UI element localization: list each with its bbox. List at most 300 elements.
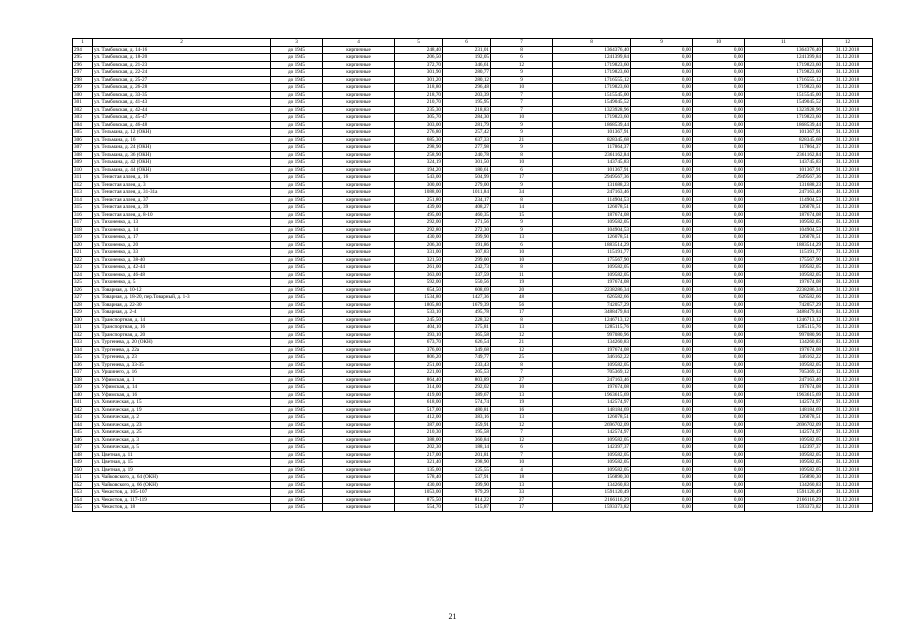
table-row: [73, 99, 873, 107]
address-cell: ул. Химическая, д. 2: [93, 414, 271, 422]
total-area-cell: 303,00: [395, 121, 443, 129]
cost-col-10-cell: 0,00: [693, 346, 745, 354]
build-period-cell: до 1945: [271, 219, 323, 227]
row-number-cell: 346: [73, 436, 93, 444]
address-cell: ул. Цветная, д. 11: [93, 451, 271, 459]
living-area-cell: 349,68: [443, 346, 491, 354]
cost-col-11-cell: 109582,05: [745, 264, 823, 272]
address-cell: ул. Тельмана, д. 16: [93, 136, 271, 144]
wall-material-cell: кирпичные: [323, 256, 395, 264]
total-area-cell: 301,20: [395, 76, 443, 84]
wall-material-cell: кирпичные: [323, 429, 395, 437]
wall-material-cell: кирпичные: [323, 166, 395, 174]
cost-total-cell: 1719823,60: [553, 114, 631, 122]
table-row: [73, 384, 873, 392]
total-area-cell: 404,10: [395, 324, 443, 332]
total-area-cell: 251,00: [395, 361, 443, 369]
table-row: [73, 106, 873, 114]
cost-total-cell: 1719823,60: [553, 61, 631, 69]
wall-material-cell: кирпичные: [323, 76, 395, 84]
cost-col-9-cell: 0,00: [631, 481, 693, 489]
cost-total-cell: 247163,46: [553, 189, 631, 197]
table-row: [73, 234, 873, 242]
residents-cell: 9: [491, 69, 553, 77]
cost-col-10-cell: 0,00: [693, 271, 745, 279]
address-cell: ул. Тенистая аллея, д. 31-31а: [93, 189, 271, 197]
table-row: [73, 346, 873, 354]
deadline-date-cell: 31.12.2018: [823, 159, 873, 167]
total-area-cell: 654,50: [395, 286, 443, 294]
residents-cell: 9: [491, 226, 553, 234]
cost-total-cell: 109582,05: [553, 219, 631, 227]
table-row: [73, 151, 873, 159]
wall-material-cell: кирпичные: [323, 204, 395, 212]
build-period-cell: до 1945: [271, 436, 323, 444]
cost-total-cell: 1716555,12: [553, 76, 631, 84]
address-cell: ул. Тихоненко, д. 42-44: [93, 264, 271, 272]
living-area-cell: 279,00: [443, 181, 491, 189]
total-area-cell: 235,30: [395, 106, 443, 114]
cost-col-10-cell: 0,00: [693, 451, 745, 459]
cost-col-9-cell: 0,00: [631, 196, 693, 204]
cost-col-10-cell: 0,00: [693, 316, 745, 324]
build-period-cell: до 1945: [271, 384, 323, 392]
wall-material-cell: кирпичные: [323, 399, 395, 407]
cost-col-9-cell: 0,00: [631, 384, 693, 392]
cost-col-9-cell: 0,00: [631, 91, 693, 99]
cost-col-10-cell: 0,00: [693, 249, 745, 257]
table-row: [73, 69, 873, 77]
row-number-cell: 337: [73, 369, 93, 377]
residents-cell: 13: [491, 324, 553, 332]
residents-cell: 17: [491, 174, 553, 182]
deadline-date-cell: 31.12.2018: [823, 496, 873, 504]
deadline-date-cell: 31.12.2018: [823, 46, 873, 54]
residents-cell: 9: [491, 144, 553, 152]
living-area-cell: 125,55: [443, 466, 491, 474]
living-area-cell: 277,98: [443, 144, 491, 152]
table-row: [73, 451, 873, 459]
cost-col-9-cell: 0,00: [631, 264, 693, 272]
cost-total-cell: 1593373,82: [553, 504, 631, 512]
cost-col-9-cell: 0,00: [631, 76, 693, 84]
total-area-cell: 1088,00: [395, 189, 443, 197]
residents-cell: 10: [491, 459, 553, 467]
build-period-cell: до 1945: [271, 114, 323, 122]
column-header-5: 5: [395, 39, 443, 47]
address-cell: ул. Тельмана, д. 24 (ОКН): [93, 144, 271, 152]
cost-col-10-cell: 0,00: [693, 136, 745, 144]
deadline-date-cell: 31.12.2018: [823, 339, 873, 347]
cost-col-10-cell: 0,00: [693, 444, 745, 452]
column-header-1: 1: [73, 39, 93, 47]
cost-col-10-cell: 0,00: [693, 294, 745, 302]
address-cell: ул. Транспортная, д. 20: [93, 331, 271, 339]
table-row: [73, 189, 873, 197]
column-number-header: [73, 39, 873, 47]
living-area-cell: 296,48: [443, 84, 491, 92]
residents-cell: 13: [491, 481, 553, 489]
cost-col-11-cell: 109582,05: [745, 459, 823, 467]
build-period-cell: до 1945: [271, 489, 323, 497]
cost-col-9-cell: 0,00: [631, 474, 693, 482]
row-number-cell: 302: [73, 106, 93, 114]
table-row: [73, 496, 873, 504]
cost-col-10-cell: 0,00: [693, 91, 745, 99]
living-area-cell: 979,29: [443, 489, 491, 497]
cost-col-11-cell: 1241399,84: [745, 54, 823, 62]
total-area-cell: 517,00: [395, 406, 443, 414]
wall-material-cell: кирпичные: [323, 489, 395, 497]
cost-col-10-cell: 0,00: [693, 69, 745, 77]
table-row: [73, 121, 873, 129]
residents-cell: 7: [491, 106, 553, 114]
deadline-date-cell: 31.12.2018: [823, 181, 873, 189]
cost-col-10-cell: 0,00: [693, 376, 745, 384]
build-period-cell: до 1945: [271, 226, 323, 234]
cost-col-9-cell: 0,00: [631, 421, 693, 429]
address-cell: ул. Уфимская, д. 16: [93, 391, 271, 399]
cost-col-11-cell: 2166116,29: [745, 496, 823, 504]
cost-total-cell: 126078,51: [553, 414, 631, 422]
build-period-cell: до 1945: [271, 264, 323, 272]
total-area-cell: 245,50: [395, 316, 443, 324]
cost-total-cell: 101367,91: [553, 129, 631, 137]
deadline-date-cell: 31.12.2018: [823, 144, 873, 152]
table-row: [73, 436, 873, 444]
cost-col-9-cell: 0,00: [631, 354, 693, 362]
wall-material-cell: кирпичные: [323, 129, 395, 137]
row-number-cell: 345: [73, 429, 93, 437]
cost-col-10-cell: 0,00: [693, 339, 745, 347]
wall-material-cell: кирпичные: [323, 106, 395, 114]
living-area-cell: 537,91: [443, 474, 491, 482]
cost-col-11-cell: 1549045,52: [745, 99, 823, 107]
cost-col-11-cell: 742057,29: [745, 301, 823, 309]
address-cell: ул. Товарная, д. 22-30: [93, 301, 271, 309]
wall-material-cell: кирпичные: [323, 121, 395, 129]
total-area-cell: 1805,80: [395, 301, 443, 309]
deadline-date-cell: 31.12.2018: [823, 421, 873, 429]
deadline-date-cell: 31.12.2018: [823, 384, 873, 392]
cost-col-9-cell: 0,00: [631, 406, 693, 414]
address-cell: ул. Транспортная, д. 16: [93, 324, 271, 332]
cost-col-11-cell: 1515545,00: [745, 91, 823, 99]
address-cell: ул. Тельмана, д. 36 (ОКН): [93, 151, 271, 159]
wall-material-cell: кирпичные: [323, 369, 395, 377]
cost-col-10-cell: 0,00: [693, 361, 745, 369]
deadline-date-cell: 31.12.2018: [823, 429, 873, 437]
cost-total-cell: 997080,96: [553, 331, 631, 339]
total-area-cell: 210,70: [395, 99, 443, 107]
address-cell: ул. Тамбовская, д. 21-23: [93, 61, 271, 69]
cost-total-cell: 742057,29: [553, 301, 631, 309]
living-area-cell: 408,27: [443, 204, 491, 212]
deadline-date-cell: 31.12.2018: [823, 504, 873, 512]
row-number-cell: 315: [73, 204, 93, 212]
living-area-cell: 228,32: [443, 316, 491, 324]
deadline-date-cell: 31.12.2018: [823, 84, 873, 92]
table-row: [73, 444, 873, 452]
wall-material-cell: кирпичные: [323, 361, 395, 369]
cost-col-9-cell: 0,00: [631, 376, 693, 384]
address-cell: ул. Тенистая аллея, д. 37: [93, 196, 271, 204]
column-header-3: 3: [271, 39, 323, 47]
row-number-cell: 354: [73, 496, 93, 504]
cost-total-cell: 134260,83: [553, 339, 631, 347]
table-row: [73, 159, 873, 167]
wall-material-cell: кирпичные: [323, 451, 395, 459]
cost-col-11-cell: 197674,08: [745, 279, 823, 287]
living-area-cell: 608,69: [443, 286, 491, 294]
address-cell: ул. Химическая, д. 25: [93, 429, 271, 437]
cost-col-11-cell: 1719823,60: [745, 61, 823, 69]
total-area-cell: 301,90: [395, 69, 443, 77]
column-header-6: 6: [443, 39, 491, 47]
cost-col-11-cell: 134260,83: [745, 481, 823, 489]
build-period-cell: до 1945: [271, 76, 323, 84]
cost-col-10-cell: 0,00: [693, 181, 745, 189]
address-cell: ул. Уршинего, д. 16: [93, 369, 271, 377]
cost-col-11-cell: 346162,22: [745, 354, 823, 362]
residents-cell: 10: [491, 159, 553, 167]
cost-col-10-cell: 0,00: [693, 406, 745, 414]
table-row: [73, 309, 873, 317]
table-row: [73, 136, 873, 144]
table-row: [73, 354, 873, 362]
cost-col-11-cell: 114904,53: [745, 196, 823, 204]
living-area-cell: 359,91: [443, 421, 491, 429]
address-cell: ул. Тихоненко, д. 38-40: [93, 256, 271, 264]
residents-cell: 7: [491, 99, 553, 107]
build-period-cell: до 1945: [271, 496, 323, 504]
table-row: [73, 466, 873, 474]
living-area-cell: 1011,84: [443, 189, 491, 197]
residents-cell: 27: [491, 496, 553, 504]
address-cell: ул. Тамбовская, д. 45-47: [93, 114, 271, 122]
living-area-cell: 365,58: [443, 331, 491, 339]
cost-total-cell: 109582,05: [553, 271, 631, 279]
cost-total-cell: 142574,97: [553, 399, 631, 407]
row-number-cell: 336: [73, 361, 93, 369]
deadline-date-cell: 31.12.2018: [823, 331, 873, 339]
residents-cell: 6: [491, 166, 553, 174]
build-period-cell: до 1945: [271, 354, 323, 362]
cost-col-11-cell: 247163,46: [745, 189, 823, 197]
build-period-cell: до 1945: [271, 151, 323, 159]
table-row: [73, 61, 873, 69]
living-area-cell: 574,74: [443, 399, 491, 407]
deadline-date-cell: 31.12.2018: [823, 346, 873, 354]
row-number-cell: 353: [73, 489, 93, 497]
row-number-cell: 316: [73, 211, 93, 219]
column-header-11: 11: [745, 39, 823, 47]
build-period-cell: до 1945: [271, 196, 323, 204]
address-cell: ул. Товарная, д. 2-4: [93, 309, 271, 317]
cost-col-10-cell: 0,00: [693, 241, 745, 249]
cost-col-9-cell: 0,00: [631, 399, 693, 407]
cost-total-cell: 1246713,12: [553, 316, 631, 324]
cost-col-11-cell: 3488479,84: [745, 309, 823, 317]
table-row: [73, 286, 873, 294]
column-header-10: 10: [693, 39, 745, 47]
deadline-date-cell: 31.12.2018: [823, 189, 873, 197]
cost-total-cell: 2166116,29: [553, 496, 631, 504]
cost-col-11-cell: 197674,08: [745, 384, 823, 392]
total-area-cell: 430,00: [395, 481, 443, 489]
living-area-cell: 180,61: [443, 166, 491, 174]
wall-material-cell: кирпичные: [323, 226, 395, 234]
deadline-date-cell: 31.12.2018: [823, 129, 873, 137]
cost-col-11-cell: 109582,05: [745, 436, 823, 444]
cost-col-11-cell: 247163,46: [745, 376, 823, 384]
cost-col-11-cell: 705369,12: [745, 369, 823, 377]
table-row: [73, 414, 873, 422]
build-period-cell: до 1945: [271, 444, 323, 452]
cost-total-cell: 109582,05: [553, 466, 631, 474]
cost-col-9-cell: 0,00: [631, 219, 693, 227]
cost-col-10-cell: 0,00: [693, 399, 745, 407]
table-row: [73, 181, 873, 189]
address-cell: ул. Тенистая аллея, д. 39: [93, 204, 271, 212]
living-area-cell: 389,67: [443, 391, 491, 399]
address-cell: ул. Цветная, д. 15: [93, 459, 271, 467]
total-area-cell: 412,00: [395, 414, 443, 422]
wall-material-cell: кирпичные: [323, 406, 395, 414]
cost-col-9-cell: 0,00: [631, 271, 693, 279]
build-period-cell: до 1945: [271, 309, 323, 317]
table-row: [73, 129, 873, 137]
residents-cell: 19: [491, 399, 553, 407]
living-area-cell: 257,42: [443, 129, 491, 137]
cost-col-9-cell: 0,00: [631, 309, 693, 317]
wall-material-cell: кирпичные: [323, 159, 395, 167]
cost-total-cell: 109582,05: [553, 436, 631, 444]
cost-col-9-cell: 0,00: [631, 121, 693, 129]
cost-col-11-cell: 109582,05: [745, 219, 823, 227]
living-area-cell: 281,79: [443, 121, 491, 129]
cost-total-cell: 1364376,40: [553, 46, 631, 54]
row-number-cell: 350: [73, 466, 93, 474]
address-cell: ул. Тургенева, д. 23: [93, 354, 271, 362]
wall-material-cell: кирпичные: [323, 181, 395, 189]
row-number-cell: 347: [73, 444, 93, 452]
row-number-cell: 313: [73, 189, 93, 197]
wall-material-cell: кирпичные: [323, 444, 395, 452]
cost-col-9-cell: 0,00: [631, 129, 693, 137]
row-number-cell: 305: [73, 129, 93, 137]
build-period-cell: до 1945: [271, 241, 323, 249]
total-area-cell: 363,00: [395, 271, 443, 279]
address-cell: ул. Химическая, д. 19: [93, 406, 271, 414]
living-area-cell: 399,90: [443, 234, 491, 242]
total-area-cell: 300,00: [395, 181, 443, 189]
cost-total-cell: 148184,69: [553, 406, 631, 414]
wall-material-cell: кирпичные: [323, 114, 395, 122]
table-row: [73, 301, 873, 309]
cost-col-9-cell: 0,00: [631, 466, 693, 474]
cost-total-cell: 115191,77: [553, 249, 631, 257]
address-cell: ул. Тургенева, д. 22а: [93, 346, 271, 354]
row-number-cell: 295: [73, 54, 93, 62]
cost-col-11-cell: 1246713,12: [745, 316, 823, 324]
cost-col-11-cell: 2949567,36: [745, 174, 823, 182]
cost-col-10-cell: 0,00: [693, 481, 745, 489]
cost-col-10-cell: 0,00: [693, 256, 745, 264]
table-row: [73, 474, 873, 482]
table-row: [73, 489, 873, 497]
total-area-cell: 388,00: [395, 436, 443, 444]
deadline-date-cell: 31.12.2018: [823, 121, 873, 129]
cost-col-10-cell: 0,00: [693, 76, 745, 84]
register-table: [72, 38, 873, 512]
deadline-date-cell: 31.12.2018: [823, 399, 873, 407]
row-number-cell: 312: [73, 181, 93, 189]
deadline-date-cell: 31.12.2018: [823, 174, 873, 182]
table-row: [73, 46, 873, 54]
row-number-cell: 328: [73, 301, 93, 309]
build-period-cell: до 1945: [271, 331, 323, 339]
living-area-cell: 205,53: [443, 369, 491, 377]
total-area-cell: 258,90: [395, 151, 443, 159]
cost-total-cell: 1963615,69: [553, 391, 631, 399]
cost-col-10-cell: 0,00: [693, 166, 745, 174]
deadline-date-cell: 31.12.2018: [823, 196, 873, 204]
address-cell: ул. Тихоненко, д. 13: [93, 219, 271, 227]
table-row: [73, 204, 873, 212]
table-row: [73, 406, 873, 414]
cost-col-11-cell: 197674,08: [745, 346, 823, 354]
residents-cell: 12: [491, 346, 553, 354]
cost-col-11-cell: 187674,08: [745, 211, 823, 219]
cost-col-9-cell: 0,00: [631, 189, 693, 197]
address-cell: ул. Чекистов, д. 18: [93, 504, 271, 512]
wall-material-cell: кирпичные: [323, 144, 395, 152]
living-area-cell: 550,56: [443, 279, 491, 287]
deadline-date-cell: 31.12.2018: [823, 204, 873, 212]
build-period-cell: до 1945: [271, 301, 323, 309]
column-header-8: 8: [553, 39, 631, 47]
cost-col-9-cell: 0,00: [631, 294, 693, 302]
build-period-cell: до 1945: [271, 459, 323, 467]
build-period-cell: до 1945: [271, 136, 323, 144]
cost-col-11-cell: 1323928,96: [745, 106, 823, 114]
total-area-cell: 618,00: [395, 399, 443, 407]
cost-total-cell: 2361162,84: [553, 151, 631, 159]
residents-cell: 13: [491, 234, 553, 242]
wall-material-cell: кирпичные: [323, 189, 395, 197]
wall-material-cell: кирпичные: [323, 421, 395, 429]
cost-total-cell: 156890,30: [553, 474, 631, 482]
residents-cell: 10: [491, 84, 553, 92]
residents-cell: 19: [491, 279, 553, 287]
table-row: [73, 339, 873, 347]
total-area-cell: 206,50: [395, 54, 443, 62]
cost-col-11-cell: 1285115,76: [745, 324, 823, 332]
row-number-cell: 303: [73, 114, 93, 122]
cost-col-9-cell: 0,00: [631, 324, 693, 332]
living-area-cell: 195,58: [443, 429, 491, 437]
total-area-cell: 1053,00: [395, 489, 443, 497]
residents-cell: 4: [491, 466, 553, 474]
cost-col-11-cell: 126078,51: [745, 414, 823, 422]
table-row: [73, 264, 873, 272]
living-area-cell: 292,02: [443, 384, 491, 392]
living-area-cell: 280,77: [443, 69, 491, 77]
row-number-cell: 342: [73, 406, 93, 414]
cost-col-10-cell: 0,00: [693, 144, 745, 152]
address-cell: ул. Тенистая аллея, д. 16: [93, 174, 271, 182]
